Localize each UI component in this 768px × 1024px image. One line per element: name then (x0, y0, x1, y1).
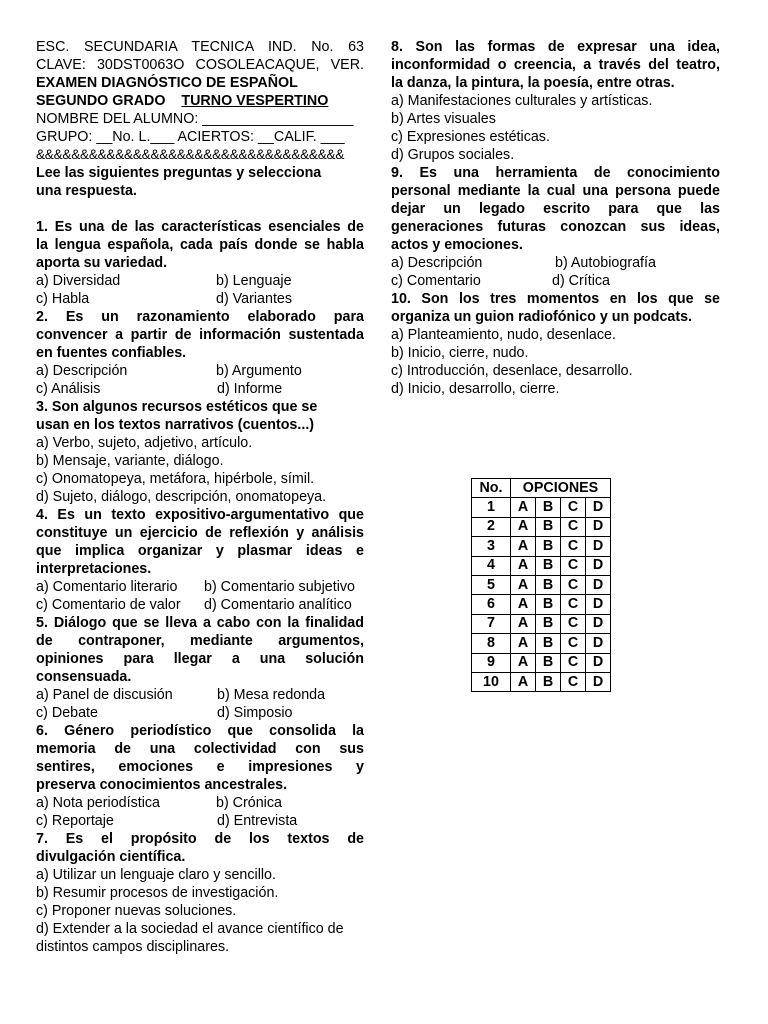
separator: &&&&&&&&&&&&&&&&&&&&&&&&&&&&&&&&&&& (36, 147, 345, 162)
answer-option-c[interactable]: C (561, 614, 586, 633)
q2-option-a[interactable]: a) Descripción (36, 363, 128, 379)
q5-option-d[interactable]: d) Simposio (217, 705, 293, 721)
answer-option-a[interactable]: A (511, 672, 536, 691)
question-8-line: la danza, la pintura, la poesía, entre otras. (391, 75, 675, 91)
answer-option-b[interactable]: B (536, 595, 561, 614)
answer-row (472, 517, 611, 536)
question-8-line: inconformidad o creencia, a través del teatro, (391, 57, 720, 73)
question-8 (391, 38, 720, 164)
question-10 (391, 290, 720, 398)
q2-option-c[interactable]: c) Análisis (36, 381, 101, 397)
answer-row (472, 537, 611, 556)
q4-option-a[interactable]: a) Comentario literario (36, 579, 178, 595)
answer-option-a[interactable]: A (511, 537, 536, 556)
left-column (36, 38, 364, 956)
answer-option-a[interactable]: A (511, 634, 536, 653)
question-8-line: 8. Son las formas de expresar una idea, (391, 39, 720, 55)
answer-option-a[interactable]: A (511, 653, 536, 672)
shift-label: TURNO VESPERTINO (181, 93, 329, 109)
q2-option-b[interactable]: b) Argumento (216, 363, 302, 379)
q6-option-a[interactable]: a) Nota periodística (36, 795, 160, 811)
question-10-line: 10. Son los tres momentos en los que se (391, 291, 720, 307)
answer-option-a[interactable]: A (511, 575, 536, 594)
question-5-line: de contraponer, mediante argumentos, (36, 633, 364, 649)
q8-option-d[interactable]: d) Grupos sociales. (391, 147, 515, 163)
answer-option-b[interactable]: B (536, 672, 561, 691)
answer-row-number: 3 (472, 537, 511, 556)
school-code: CLAVE: 30DST0063O COSOLEACAQUE, VER. (36, 57, 364, 73)
question-9 (391, 164, 720, 290)
answer-row-number: 5 (472, 575, 511, 594)
q7-option-d[interactable]: d) Extender a la sociedad el avance científico de (36, 921, 344, 937)
group-field[interactable]: GRUPO: __No. L.___ ACIERTOS: __CALIF. ___ (36, 129, 345, 145)
answer-row-number: 1 (472, 498, 511, 517)
answer-row-number: 7 (472, 614, 511, 633)
answer-option-d[interactable]: D (586, 556, 611, 575)
question-1-line: la lengua española, cada país donde se habla (36, 237, 364, 253)
answer-option-b[interactable]: B (536, 614, 561, 633)
question-4-line: 4. Es un texto expositivo-argumentativo que (36, 507, 364, 523)
answer-option-d[interactable]: D (586, 498, 611, 517)
header-options: OPCIONES (511, 479, 611, 498)
question-2-line: 2. Es un razonamiento elaborado para (36, 309, 364, 325)
q3-option-c[interactable]: c) Onomatopeya, metáfora, hipérbole, símil. (36, 471, 315, 487)
answer-option-d[interactable]: D (586, 634, 611, 653)
answer-row-number: 6 (472, 595, 511, 614)
instruction-line-2: una respuesta. (36, 183, 137, 199)
question-6-line: sentires, emociones e impresiones y (36, 759, 364, 775)
q10-option-c[interactable]: c) Introducción, desenlace, desarrollo. (391, 363, 633, 379)
answer-option-c[interactable]: C (561, 517, 586, 536)
answer-sheet-header (472, 479, 611, 498)
question-9-line: personal mediante la cual una persona puede (391, 183, 720, 199)
answer-row (472, 634, 611, 653)
answer-row-number: 8 (472, 634, 511, 653)
question-6-line: memoria de una colectividad con sus (36, 741, 364, 757)
q8-option-b[interactable]: b) Artes visuales (391, 111, 496, 127)
answer-option-d[interactable]: D (586, 653, 611, 672)
answer-row (472, 672, 611, 691)
q9-option-a[interactable]: a) Descripción (391, 255, 483, 271)
q7-option-b[interactable]: b) Resumir procesos de investigación. (36, 885, 279, 901)
grade-label: SEGUNDO GRADO (36, 93, 166, 109)
question-5-line: 5. Diálogo que se lleva a cabo con la finalidad (36, 615, 364, 631)
q7-option-d-continued[interactable]: distintos campos disciplinares. (36, 939, 230, 955)
q10-option-a[interactable]: a) Planteamiento, nudo, desenlace. (391, 327, 616, 343)
q1-option-b[interactable]: b) Lenguaje (216, 273, 292, 289)
question-10-line: organiza un guion radiofónico y un podcats. (391, 309, 693, 325)
answer-option-c[interactable]: C (561, 537, 586, 556)
question-9-line: generaciones futuras conozcan sus ideas, (391, 219, 720, 235)
question-5-line: consensuada. (36, 669, 132, 685)
question-7-line: 7. Es el propósito de los textos de (36, 831, 364, 847)
q9-option-b[interactable]: b) Autobiografía (555, 255, 656, 271)
answer-sheet-table (471, 478, 611, 692)
question-6 (36, 722, 364, 830)
question-9-line: actos y emociones. (391, 237, 523, 253)
answer-option-d[interactable]: D (586, 595, 611, 614)
q3-option-a[interactable]: a) Verbo, sujeto, adjetivo, artículo. (36, 435, 253, 451)
answer-option-c[interactable]: C (561, 634, 586, 653)
question-7-line: divulgación científica. (36, 849, 186, 865)
q8-option-a[interactable]: a) Manifestaciones culturales y artísticas. (391, 93, 653, 109)
answer-row (472, 498, 611, 517)
question-3-line: usan en los textos narrativos (cuentos...) (36, 417, 315, 433)
question-7 (36, 830, 364, 956)
question-1-line: aporta su variedad. (36, 255, 168, 271)
q3-option-d[interactable]: d) Sujeto, diálogo, descripción, onomatopeya. (36, 489, 327, 505)
answer-option-b[interactable]: B (536, 556, 561, 575)
answer-row (472, 575, 611, 594)
q4-option-d[interactable]: d) Comentario analítico (204, 597, 352, 613)
question-2 (36, 308, 364, 398)
question-1-line: 1. Es una de las características esenciales de (36, 219, 364, 235)
question-3 (36, 398, 364, 506)
exam-title: EXAMEN DIAGNÓSTICO DE ESPAÑOL (36, 75, 298, 91)
q5-option-c[interactable]: c) Debate (36, 705, 98, 721)
answer-option-b[interactable]: B (536, 653, 561, 672)
question-4-line: constituye un ejercicio de reflexión y análisis (36, 525, 364, 541)
answer-option-b[interactable]: B (536, 498, 561, 517)
q10-option-d[interactable]: d) Inicio, desarrollo, cierre. (391, 381, 560, 397)
answer-row (472, 556, 611, 575)
grade-shift (36, 92, 364, 110)
answer-option-a[interactable]: A (511, 614, 536, 633)
question-6-line: preserva conocimientos ancestrales. (36, 777, 288, 793)
question-4-line: que implica organizar y plasmar ideas e (36, 543, 364, 559)
answer-option-d[interactable]: D (586, 614, 611, 633)
answer-option-a[interactable]: A (511, 556, 536, 575)
answer-option-d[interactable]: D (586, 575, 611, 594)
answer-option-b[interactable]: B (536, 517, 561, 536)
question-4 (36, 506, 364, 614)
question-1 (36, 218, 364, 308)
q9-option-d[interactable]: d) Crítica (552, 273, 610, 289)
question-3-line: 3. Son algunos recursos estéticos que se (36, 399, 318, 415)
answer-sheet-body (472, 498, 611, 692)
answer-option-c[interactable]: C (561, 595, 586, 614)
answer-option-c[interactable]: C (561, 575, 586, 594)
answer-option-c[interactable]: C (561, 498, 586, 517)
question-6-line: 6. Género periodístico que consolida la (36, 723, 364, 739)
header-no: No. (472, 479, 511, 498)
question-9-line: 9. Es una herramienta de conocimiento (391, 165, 720, 181)
question-2-line: en fuentes confiables. (36, 345, 187, 361)
answer-option-a[interactable]: A (511, 595, 536, 614)
answer-option-c[interactable]: C (561, 672, 586, 691)
question-5 (36, 614, 364, 722)
q10-option-b[interactable]: b) Inicio, cierre, nudo. (391, 345, 529, 361)
q4-option-b[interactable]: b) Comentario subjetivo (204, 579, 355, 595)
q8-option-c[interactable]: c) Expresiones estéticas. (391, 129, 550, 145)
school-name: ESC. SECUNDARIA TECNICA IND. No. 63 (36, 39, 364, 55)
q7-option-c[interactable]: c) Proponer nuevas soluciones. (36, 903, 237, 919)
answer-row-number: 9 (472, 653, 511, 672)
answer-option-c[interactable]: C (561, 556, 586, 575)
q1-option-c[interactable]: c) Habla (36, 291, 90, 307)
answer-row (472, 653, 611, 672)
answer-option-b[interactable]: B (536, 634, 561, 653)
q1-option-a[interactable]: a) Diversidad (36, 273, 121, 289)
q1-option-d[interactable]: d) Variantes (216, 291, 293, 307)
answer-row (472, 614, 611, 633)
question-9-line: dejar un legado escrito para que las (391, 201, 720, 217)
question-2-line: convencer a partir de información sustentada (36, 327, 364, 343)
right-column (391, 38, 720, 398)
q7-option-a[interactable]: a) Utilizar un lenguaje claro y sencillo. (36, 867, 276, 883)
q5-option-b[interactable]: b) Mesa redonda (217, 687, 326, 703)
answer-option-c[interactable]: C (561, 653, 586, 672)
question-5-line: opiniones para llegar a una solución (36, 651, 364, 667)
q6-option-c[interactable]: c) Reportaje (36, 813, 114, 829)
instruction-line-1: Lee las siguientes preguntas y selecciona (36, 165, 322, 181)
q5-option-a[interactable]: a) Panel de discusión (36, 687, 173, 703)
student-name-field[interactable]: NOMBRE DEL ALUMNO: ___________________ (36, 111, 354, 127)
q6-option-d[interactable]: d) Entrevista (217, 813, 298, 829)
question-4-line: interpretaciones. (36, 561, 152, 577)
q3-option-b[interactable]: b) Mensaje, variante, diálogo. (36, 453, 224, 469)
q9-option-c[interactable]: c) Comentario (391, 273, 481, 289)
answer-option-b[interactable]: B (536, 537, 561, 556)
answer-row-number: 10 (472, 672, 511, 691)
q2-option-d[interactable]: d) Informe (217, 381, 283, 397)
q4-option-c[interactable]: c) Comentario de valor (36, 597, 181, 613)
answer-option-a[interactable]: A (511, 517, 536, 536)
answer-row-number: 2 (472, 517, 511, 536)
answer-option-a[interactable]: A (511, 498, 536, 517)
answer-option-d[interactable]: D (586, 517, 611, 536)
answer-row-number: 4 (472, 556, 511, 575)
answer-option-b[interactable]: B (536, 575, 561, 594)
q6-option-b[interactable]: b) Crónica (216, 795, 282, 811)
answer-option-d[interactable]: D (586, 672, 611, 691)
answer-option-d[interactable]: D (586, 537, 611, 556)
answer-row (472, 595, 611, 614)
